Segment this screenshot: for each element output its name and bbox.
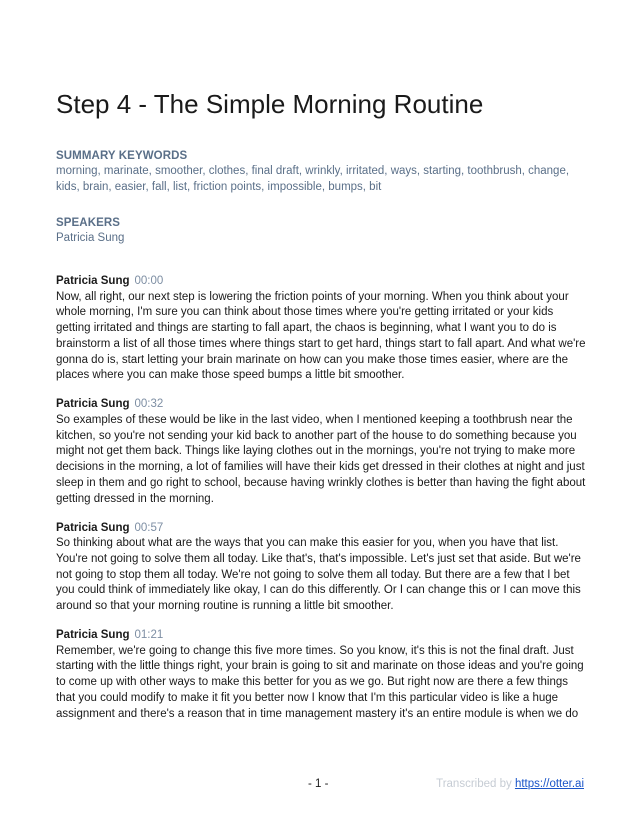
- speakers-label: SPEAKERS: [56, 217, 121, 229]
- speakers-list: Patricia Sung: [56, 232, 125, 244]
- speakers-section: [56, 216, 590, 247]
- segment-timestamp: 00:32: [134, 398, 164, 411]
- segment-header: [56, 628, 590, 644]
- transcribed-by-label: Transcribed by: [436, 778, 512, 790]
- segment-text: Now, all right, our next step is lowering the friction points of your morning. When you think about your whole morning, I'm sure you can think about those times where you're getting irritated or your kids getting irritated and things are starting to fall apart, the chaos is beginning, what I want you to do is brainstorm a list of all those times where things start to get hard, things start to fall apart. And what we're gonna do is, start letting your brain marinate on how can you make those times easier, where are the places where you can make those speed bumps a little bit smoother.: [56, 290, 586, 382]
- transcript-segment: [56, 397, 590, 507]
- otter-link[interactable]: https://otter.ai: [514, 778, 584, 790]
- segment-speaker: Patricia Sung: [56, 521, 130, 534]
- summary-keywords-section: [56, 149, 590, 195]
- transcript-segment: [56, 274, 590, 384]
- segment-text: So thinking about what are the ways that you can make this easier for you, when you have that list. You're not going to solve them all today. Like that's, that's impossible. Let's just set that aside. But we're not going to stop them all today. We're not going to solve them all today. But there are a few that I bet you could think of immediately like okay, I can do this differently. Or I can change this or I can move this around so that your morning routine is running a little bit smoother.: [56, 537, 581, 613]
- transcript: [56, 274, 590, 736]
- segment-speaker: Patricia Sung: [56, 629, 130, 642]
- segment-speaker: Patricia Sung: [56, 275, 130, 287]
- segment-header: [56, 397, 590, 413]
- segment-timestamp: 00:57: [134, 521, 164, 534]
- segment-timestamp: 01:21: [134, 629, 164, 642]
- transcript-segment: [56, 628, 590, 722]
- transcribed-by: [436, 778, 584, 790]
- segment-timestamp: 00:00: [134, 275, 164, 287]
- page-footer: [0, 778, 640, 794]
- page-number: - 1 -: [308, 778, 329, 790]
- segment-text: So examples of these would be like in the last video, when I mentioned keeping a toothbrush near the kitchen, so you're not sending your kid back to another part of the house to do something because you might not get them back. Things like laying clothes out in the mornings, you're not trying to make more decisions in the morning, a lot of families will have their kids get dressed in their clothes at night and just sleep in them and go right to school, because having wrinkly clothes is better than having the fight about getting dressed in the morning.: [56, 413, 586, 505]
- segment-text: Remember, we're going to change this five more times. So you know, it's this is not the final draft. Just starting with the little things right, your brain is going to sit and marinate on those ideas and you're going to come up with other ways to make this better for you as we go. But right now are there a few things that you could modify to make it fit you better now I know that I'm this particular video is like a huge assignment and there's a reason that in time management mastery it's an entire module is when we do: [56, 644, 584, 720]
- segment-header: [56, 274, 590, 290]
- transcript-segment: [56, 521, 590, 615]
- summary-keywords-list: morning, marinate, smoother, clothes, final draft, wrinkly, irritated, ways, starting, toothbrush, change, kids, brain, easier, fall, list, friction points, impossible, bumps, bit: [56, 165, 570, 193]
- page-title: Step 4 - The Simple Morning Routine: [56, 89, 484, 119]
- segment-speaker: Patricia Sung: [56, 398, 130, 411]
- segment-header: [56, 521, 590, 537]
- summary-keywords-label: SUMMARY KEYWORDS: [56, 150, 188, 162]
